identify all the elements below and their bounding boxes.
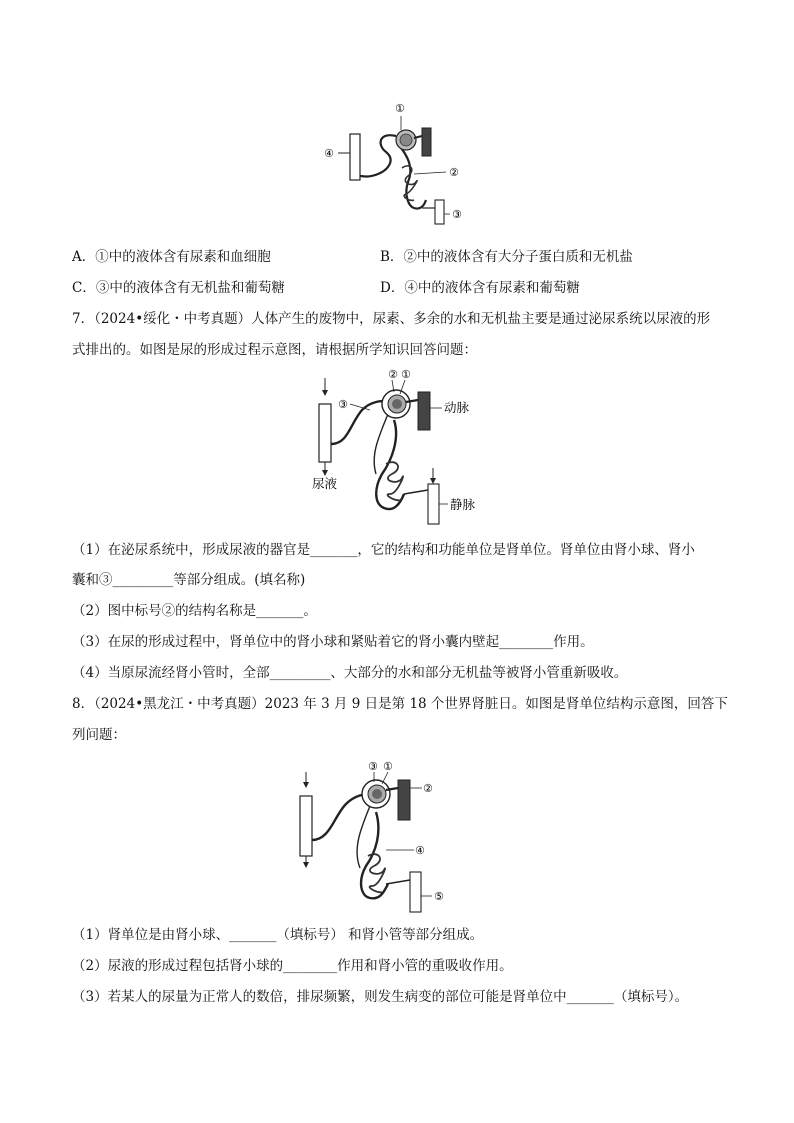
q7-stem-line1: 7．（2024•绥化・中考真题）人体产生的废物中，尿素、多余的水和无机盐主要是通过泌尿系统以尿液的形 [72, 311, 711, 327]
q8-stem-line2: 列问题： [72, 727, 126, 743]
q7-figure-label-1: ① [401, 368, 411, 381]
q8-figure-label-1: ① [383, 760, 393, 773]
q8-stem-line1: 8．（2024•黑龙江・中考真题）2023 年 3 月 9 日是第 18 个世界肾脏日。如图是肾单位结构示意图，回答下 [72, 696, 728, 712]
nephron-figure-2 [290, 756, 470, 916]
q8-figure-label-3: ③ [368, 760, 378, 773]
q7-figure-label-2: ② [388, 368, 398, 381]
q7-figure-label-3: ③ [338, 398, 348, 411]
q8-figure-label-4: ④ [415, 844, 425, 857]
q8-sub3: （3）若某人的尿量为正常人的数倍，排尿频繁，则发生病变的部位可能是肾单位中_______（填标号）。 [72, 989, 689, 1005]
q6-option-a: A．①中的液体含有尿素和血细胞 [72, 249, 271, 265]
q7-sub3: （3）在尿的形成过程中，肾单位中的肾小球和紧贴着它的肾小囊内壁起________作用。 [72, 634, 594, 650]
q8-sub1: （1）肾单位是由肾小球、_______（填标号） 和肾小管等部分组成。 [72, 927, 484, 943]
figure1-label-4: ④ [324, 147, 334, 160]
q7-sub1-line2: 囊和③_________等部分组成。(填名称) [72, 572, 306, 588]
figure1-label-2: ② [449, 166, 459, 179]
q7-sub4: （4）当原尿流经肾小管时，全部_________、大部分的水和部分无机盐等被肾小管重新吸收。 [72, 665, 628, 681]
figure1-label-1: ① [395, 102, 405, 115]
q6-option-b: B．②中的液体含有大分子蛋白质和无机盐 [380, 249, 633, 265]
urine-formation-figure [300, 364, 500, 534]
q7-sub2: （2）图中标号②的结构名称是_______。 [72, 603, 317, 619]
q7-figure-artery-label: 动脉 [444, 400, 470, 415]
q7-sub1-line1: （1）在泌尿系统中，形成尿液的器官是_______，它的结构和功能单位是肾单位。肾单位由肾小球、肾小 [72, 542, 695, 558]
q7-figure-vein-label: 静脉 [450, 497, 476, 512]
q8-figure-label-5: ⑤ [434, 890, 444, 903]
q8-sub2: （2）尿液的形成过程包括肾小球的________作用和肾小管的重吸收作用。 [72, 958, 513, 974]
q7-stem-line2: 式排出的。如图是尿的形成过程示意图，请根据所学知识回答问题： [72, 342, 477, 358]
figure1-label-3: ③ [452, 208, 462, 221]
nephron-figure-1 [318, 96, 478, 226]
q7-figure-urine-label: 尿液 [312, 476, 338, 491]
q8-figure-label-2: ② [423, 782, 433, 795]
q6-option-c: C．③中的液体含有无机盐和葡萄糖 [72, 280, 285, 296]
q6-option-d: D．④中的液体含有尿素和葡萄糖 [380, 280, 580, 296]
